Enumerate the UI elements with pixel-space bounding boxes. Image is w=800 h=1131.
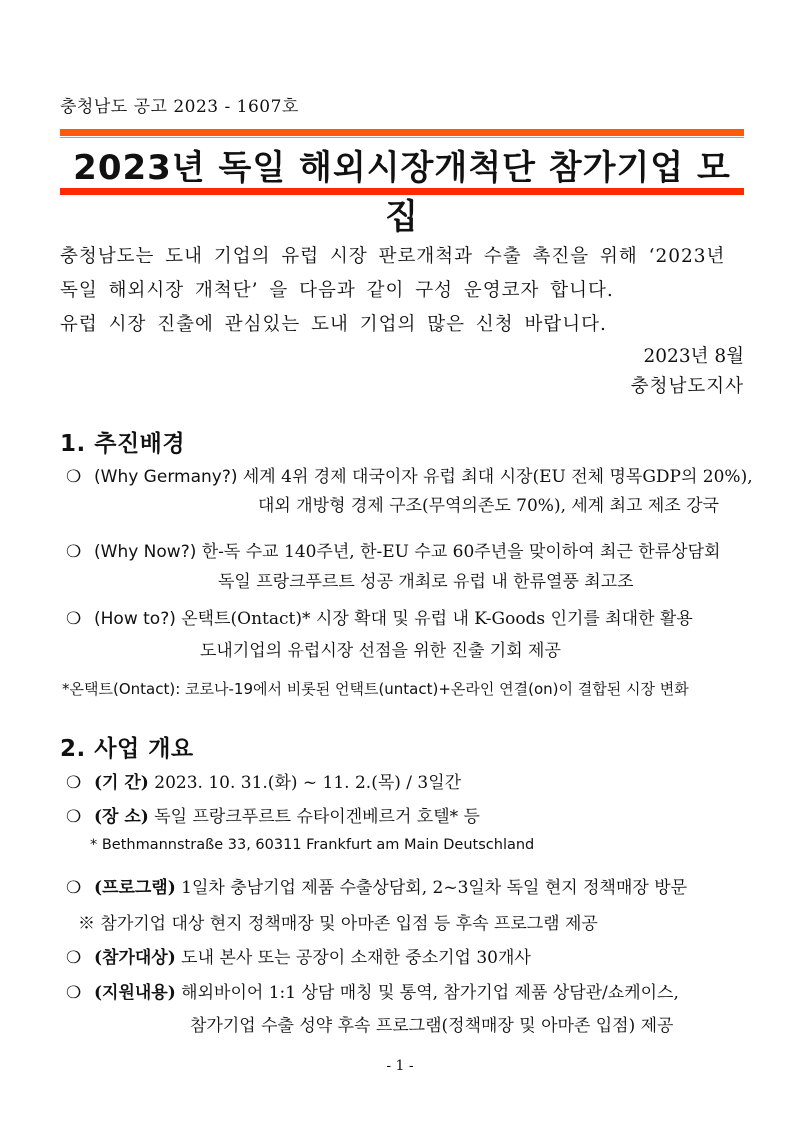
bullet-item bbox=[66, 604, 693, 629]
bullet-item bbox=[66, 462, 753, 487]
circle-bullet-icon: ❍ bbox=[66, 807, 82, 827]
intro-line: 충청남도는 도내 기업의 유럽 시장 판로개척과 수출 촉진을 위해 ‘2023년 bbox=[60, 246, 726, 267]
bullet-text: 세계 4위 경제 대국이자 유럽 최대 시장(EU 전체 명목GDP의 20%), bbox=[237, 467, 753, 487]
circle-bullet-icon: ❍ bbox=[66, 609, 82, 629]
bullet-label: (How to?) bbox=[94, 609, 176, 629]
bullet-text: 도내 본사 또는 공장이 소재한 중소기업 30개사 bbox=[175, 948, 531, 968]
bullet-label: (Why Germany?) bbox=[94, 467, 238, 487]
bullet-label: (프로그램) bbox=[94, 878, 176, 898]
remark: ※ 참가기업 대상 현지 정책매장 및 아마존 입점 등 후속 프로그램 제공 bbox=[78, 914, 598, 934]
bullet-continuation: 대외 개방형 경제 구조(무역의존도 70%), 세계 최고 제조 강국 bbox=[258, 496, 719, 516]
bullet-label: (Why Now?) bbox=[94, 542, 197, 562]
circle-bullet-icon: ❍ bbox=[66, 467, 82, 487]
bullet-label: (장 소) bbox=[94, 807, 149, 827]
title-bottom-bar bbox=[60, 188, 744, 195]
footnote-ontact: *온택트(Ontact): 코로나-19에서 비롯된 언택트(untact)+온라인 연결(on)이 결합된 시장 변화 bbox=[62, 680, 689, 698]
notice-date: 2023년 8월 bbox=[643, 346, 744, 367]
bullet-label: (기 간) bbox=[94, 773, 149, 793]
intro-line: 유럽 시장 진출에 관심있는 도내 기업의 많은 신청 바랍니다. bbox=[60, 314, 607, 335]
title-top-bar bbox=[60, 129, 744, 136]
bullet-label: (참가대상) bbox=[94, 948, 176, 968]
bullet-continuation: 독일 프랑크푸르트 성공 개최로 유럽 내 한류열풍 최고조 bbox=[218, 572, 634, 592]
section-heading-overview: 2. 사업 개요 bbox=[60, 736, 194, 762]
bullet-item bbox=[66, 537, 720, 562]
circle-bullet-icon: ❍ bbox=[66, 983, 82, 1003]
document-title: 2023년 독일 해외시장개척단 참가기업 모집 bbox=[73, 148, 731, 237]
venue-address: * Bethmannstraße 33, 60311 Frankfurt am Main Deutschland bbox=[90, 837, 535, 853]
circle-bullet-icon: ❍ bbox=[66, 878, 82, 898]
page-number: - 1 - bbox=[386, 1058, 414, 1074]
intro-paragraph bbox=[60, 240, 750, 342]
bullet-continuation: 도내기업의 유럽시장 선점을 위한 진출 기회 제공 bbox=[200, 641, 561, 661]
intro-line: 독일 해외시장 개척단’ 을 다음과 같이 구성 운영코자 합니다. bbox=[60, 280, 614, 301]
bullet-item bbox=[66, 943, 531, 968]
issuer: 충청남도지사 bbox=[630, 376, 744, 397]
bullet-item bbox=[66, 978, 679, 1003]
bullet-label: (지원내용) bbox=[94, 983, 176, 1003]
circle-bullet-icon: ❍ bbox=[66, 948, 82, 968]
bullet-item bbox=[66, 768, 461, 793]
bullet-text: 1일차 충남기업 제품 수출상담회, 2~3일차 독일 현지 정책매장 방문 bbox=[175, 878, 688, 898]
bullet-text: 2023. 10. 31.(화) ~ 11. 2.(목) / 3일간 bbox=[148, 773, 462, 793]
bullet-text: 독일 프랑크푸르트 슈타이겐베르거 호텔* 등 bbox=[148, 807, 480, 827]
bullet-text: 한-독 수교 140주년, 한-EU 수교 60주년을 맞이하여 최근 한류상담회 bbox=[196, 542, 721, 562]
notice-number: 충청남도 공고 2023 - 1607호 bbox=[60, 97, 299, 117]
title-top-bar-line bbox=[60, 137, 744, 138]
bullet-continuation: 참가기업 수출 성약 후속 프로그램(정책매장 및 아마존 입점) 제공 bbox=[190, 1016, 674, 1036]
bullet-item bbox=[66, 802, 480, 827]
bullet-item bbox=[66, 873, 687, 898]
circle-bullet-icon: ❍ bbox=[66, 773, 82, 793]
bullet-text: 온택트(Ontact)* 시장 확대 및 유럽 내 K-Goods 인기를 최대한 활용 bbox=[175, 609, 693, 629]
bullet-text: 해외바이어 1:1 상담 매칭 및 통역, 참가기업 제품 상담관/쇼케이스, bbox=[175, 983, 679, 1003]
circle-bullet-icon: ❍ bbox=[66, 542, 82, 562]
section-heading-background-info: 1. 추진배경 bbox=[60, 431, 186, 457]
